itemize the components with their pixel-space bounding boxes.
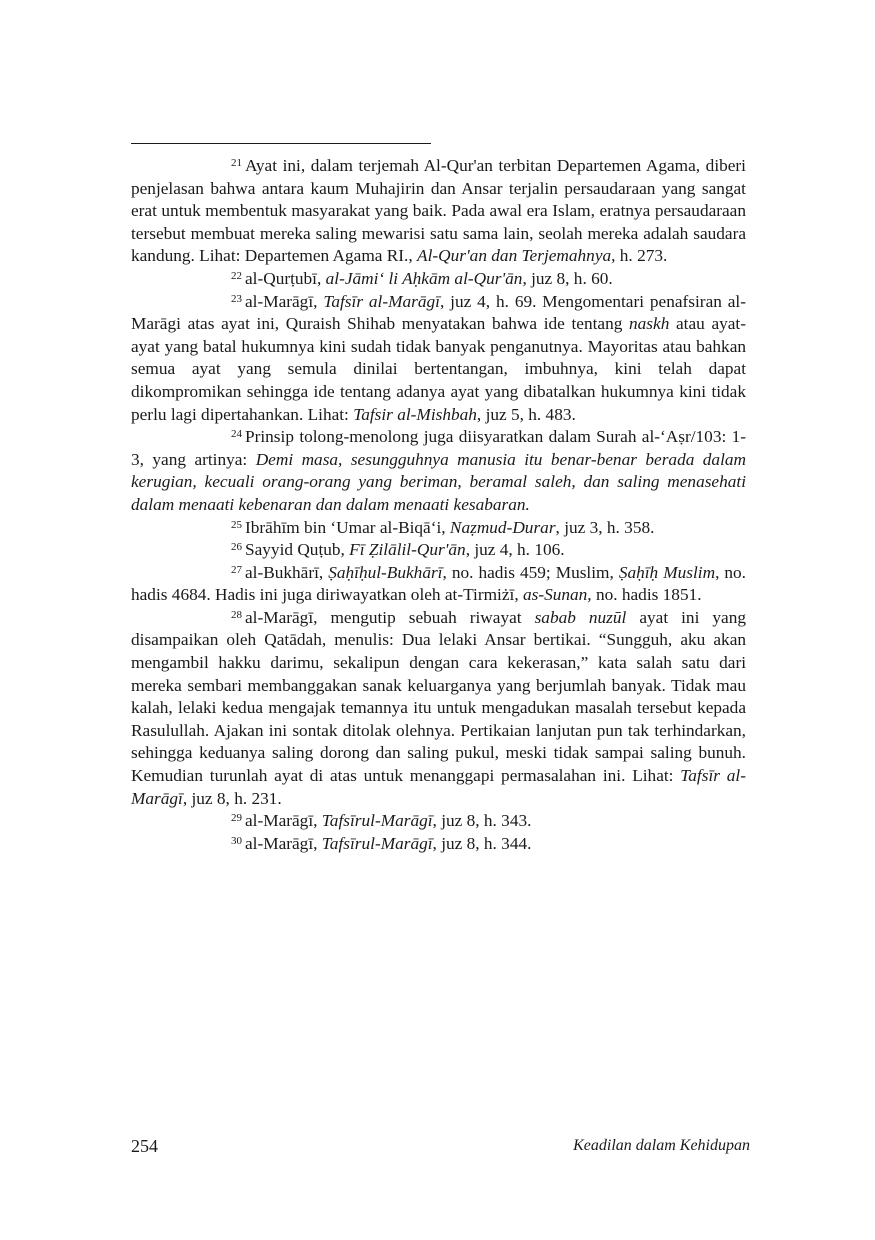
footnote-italic-title: Demi masa, sesungguhnya manusia itu benar-benar berada dalam kerugian, kecuali orang-orang yang beriman, beramal saleh, dan saling menasehati dalam menaati kebenaran dan dalam menaati kesabaran. [131,449,746,514]
footnote-text: , no. hadis 4684. Hadis ini juga diriwayatkan oleh at-Tirmiżī, [131,562,747,605]
footnote-number: 24 [231,428,242,441]
footnote-text: , juz 8, h. 60. [522,268,613,288]
footnote-28 [131,607,746,810]
footnote-italic-title: Fī Ẓilālil-Qur'ān [349,540,466,560]
footnote-text: al-Marāgī, [245,833,322,853]
footnote-text: , juz 8, h. 343. [432,811,532,831]
footnote-italic-title: Tafsīrul-Marāgī [321,833,433,853]
footnote-27 [131,562,746,607]
footnote-number: 26 [231,541,242,554]
footnote-italic-title: naskh [629,314,670,334]
footnote-italic-title: Al-Qur'an dan Terjemahnya [417,246,612,266]
footnote-22 [131,268,746,291]
footnote-25 [131,517,746,540]
footnote-italic-title: Tafsīrul-Marāgī [321,811,433,831]
footnote-separator-rule [131,143,431,144]
footnote-24 [131,426,746,516]
footnote-number: 25 [231,518,242,531]
footnote-23 [131,291,746,427]
footnote-italic-title: Ṣaḥīḥ Muslim [618,562,716,582]
footnote-text: Sayyid Quṭub, [245,540,350,560]
footnote-text: al-Marāgī, [245,811,322,831]
footnote-text: , juz 4, h. 106. [465,540,565,560]
footnote-number: 27 [231,563,242,576]
footnote-26 [131,539,746,562]
footnote-text: , juz 5, h. 483. [476,404,576,424]
footnote-number: 28 [231,608,242,621]
footnote-italic-title: Tafsir al-Mishbah [353,404,477,424]
footnote-text: , juz 4, h. 69. Mengomentari penafsiran al-Marāgi atas ayat ini, Quraish Shihab menyatakan bahwa ide tentang [131,291,746,334]
footnote-text: , juz 3, h. 358. [555,517,655,537]
footnote-number: 22 [231,269,242,282]
footnote-italic-title: al-Jāmi‘ li Aḥkām al-Qur'ān [325,268,523,288]
footnote-number: 21 [231,157,242,169]
footnote-text: , h. 273. [611,246,668,266]
footnote-21 [131,155,746,268]
footnote-number: 29 [231,812,242,825]
footnote-text: al-Marāgī, mengutip sebuah riwayat [245,607,535,627]
footnote-number: 23 [231,292,242,305]
footnote-30 [131,833,746,856]
footnote-text: , juz 8, h. 344. [432,833,532,853]
footnote-italic-title: Naẓmud-Durar [449,517,556,537]
footnote-italic-title: Tafsīr al-Marāgī [131,766,746,808]
footnotes-section [131,155,746,855]
page-number: 254 [131,1136,158,1156]
footnote-text: atau ayat-ayat yang batal hukumnya kini sudah tidak banyak penganutnya. Mayoritas atau bahkan semua ayat yang semula dinilai bertentangan, imbuhnya, kini telah dapat dikompromikan sehingga ide tentang adanya ayat yang dibatalkan hukumnya kini tidak perlu lagi dipertahankan. Lihat: [131,314,746,424]
footnote-italic-title: as-Sunan, [522,585,592,605]
running-title: Keadilan dalam Kehidupan [573,1137,750,1154]
footnote-italic-title: sabab nuzūl [534,607,627,627]
footnote-text: Prinsip tolong-menolong juga diisyaratkan dalam Surah al-‘Aṣr/103: 1-3, yang artinya: [131,427,746,469]
footnote-text: , no. hadis 459; Muslim, [442,562,619,582]
footnote-text: ayat ini yang disampaikan oleh Qatādah, menulis: Dua lelaki Ansar bertikai. “Sungguh, aku akan mengambil hakku darimu, sekalipun dengan cara kekerasan,” kata salah satu dari mereka sembari membanggakan sanak keluarganya yang berjumlah banyak. Tidak mau kalah, lelaki kedua mengajak temannya itu untuk mengadukan masalah tersebut kepada Rasulullah. Ajakan ini sontak ditolak olehnya. Pertikaian lanjutan pun tak terhindarkan, sehingga keduanya saling dorong dan saling pukul, meski tidak sampai saling bunuh. Kemudian turunlah ayat di atas untuk menanggapi permasalahan ini. Lihat: [131,607,746,786]
footnote-text: no. hadis 1851. [591,585,702,605]
footnote-29 [131,810,746,833]
footnote-text: al-Qurṭubī, [245,268,326,288]
footnote-italic-title: Tafsīr al-Marāgī [323,291,440,311]
footnote-text: Ayat ini, dalam terjemah Al-Qur'an terbitan Departemen Agama, diberi penjelasan bahwa antara kaum Muhajirin dan Ansar terjalin persaudaraan yang sangat erat untuk membentuk masyarakat yang baik. Pada awal era Islam, eratnya persaudaraan tersebut membuat mereka saling mewarisi satu sama lain, seolah mereka adalah saudara kandung. Lihat: Departemen Agama RI., [131,156,746,266]
footnote-text: , juz 8, h. 231. [182,788,282,808]
footnote-text: al-Marāgī, [245,291,324,311]
footnote-text: al-Bukhārī, [245,562,329,582]
footnote-text: Ibrāhīm bin ‘Umar al-Biqā‘i, [245,517,450,537]
footnote-italic-title: Ṣaḥīḥul-Bukhārī [328,562,443,582]
footnote-number: 30 [231,834,242,847]
